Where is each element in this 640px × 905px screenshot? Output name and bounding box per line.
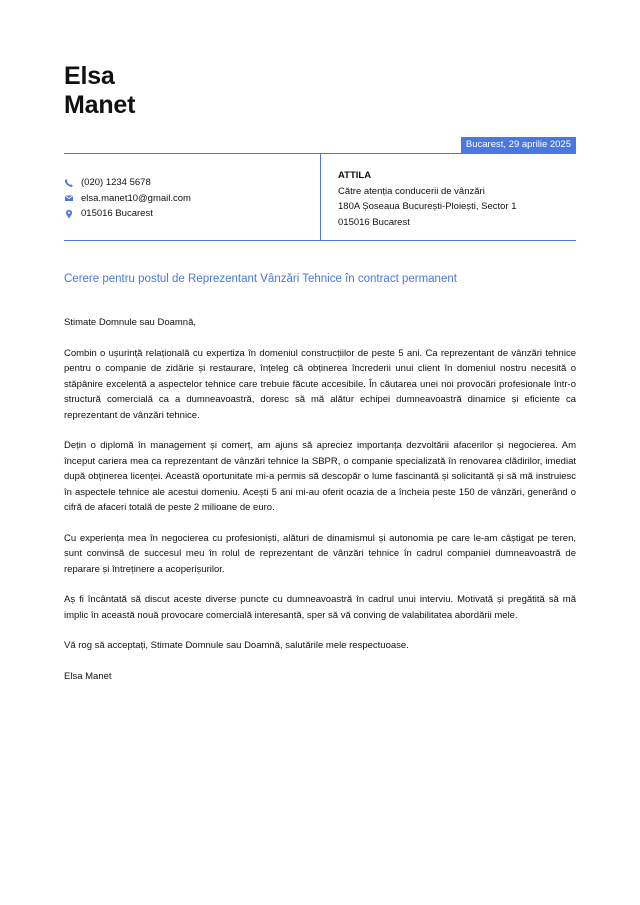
location-pin-icon [64, 209, 74, 219]
letter-paragraph-1: Combin o ușurință relațională cu expertiza în domeniul construcțiilor de peste 5 ani. Ca reprezentant de vânzări tehnice pentru o companie de zidărie și restaurare, înțeleg că obținerea încrederii unui client în domeniul nostru necesită o stăpânire excelentă a aspectelor tehnice care trebuie făcute accesibile. În căutarea unei noi provocări profesionale într-o structură comercială ca a dumneavoastră, doresc să mă alătur echipei dumneavoastră dinamice și eficiente ca reprezentant de vânzări tehnice. [64, 347, 576, 421]
letter-body [64, 315, 576, 699]
date-badge: Bucarest, 29 aprilie 2025 [461, 137, 576, 153]
recipient-block [338, 168, 517, 230]
recipient-name: ATTILA [338, 170, 372, 181]
contact-address-row [64, 206, 191, 222]
recipient-line-1: Către atenția conducerii de vânzări [338, 185, 485, 197]
sender-phone: (020) 1234 5678 [81, 177, 151, 188]
recipient-line-2: 180A Șoseaua București-Ploiești, Sector 1 [338, 201, 517, 212]
sender-address: 015016 Bucarest [81, 208, 153, 219]
letter-paragraph-3: Cu experiența mea în negocierea cu profesioniști, alături de dinamismul și autonomia pe care le-am câștigat pe teren, sunt convinsă de succesul meu în rolul de reprezentant de vânzări tehnice în cadrul companiei dumneavoastră de reparare și întreținere a acoperișurilor. [64, 532, 576, 575]
phone-icon [64, 178, 74, 188]
sender-name [64, 62, 135, 120]
letter-paragraph-2: Dețin o diplomă în management și comerț, am ajuns să apreciez importanța dezvoltării afacerilor și negocierea. Am început cariera mea ca reprezentant de vânzări tehnice la SBPR, o companie specializată în renovarea clădirilor, imediat după obținerea licenței. Această oportunitate mi-a permis să descopăr o lume fascinantă și solicitantă și să mă instruiesc în aspectele tehnice ale acestui domeniu. Acești 5 ani mi-au oferit ocazia de a încheia peste 150 de vânzări, generând o cifră de afaceri totală de peste 2 milioane de euro. [64, 440, 576, 513]
letter-signature: Elsa Manet [64, 670, 112, 682]
letter-closing: Vă rog să acceptați, Stimate Domnule sau Doamnă, salutările mele respectuoase. [64, 640, 409, 651]
sender-first-name: Elsa [64, 62, 115, 90]
contact-phone-row [64, 175, 191, 191]
sender-email: elsa.manet10@gmail.com [81, 192, 191, 204]
letter-subject: Cerere pentru postul de Reprezentant Vânzări Tehnice în contract permanent [64, 273, 457, 285]
sender-last-name: Manet [64, 91, 136, 119]
header-bottom-divider [64, 240, 576, 241]
sender-contact-block [64, 175, 191, 222]
mail-icon [64, 193, 74, 203]
letter-paragraph-4: Aș fi încântată să discut aceste diverse puncte cu dumneavoastră în cadrul unui interviu. Motivată și pregătită să mă implic în această nouă provocare comercială interesantă, sper să vă conving de valabilitatea abordării mele. [64, 594, 576, 621]
recipient-line-3: 015016 Bucarest [338, 216, 410, 228]
letter-greeting: Stimate Domnule sau Doamnă, [64, 317, 197, 328]
contact-email-row [64, 191, 191, 207]
header-vertical-divider [320, 153, 321, 241]
